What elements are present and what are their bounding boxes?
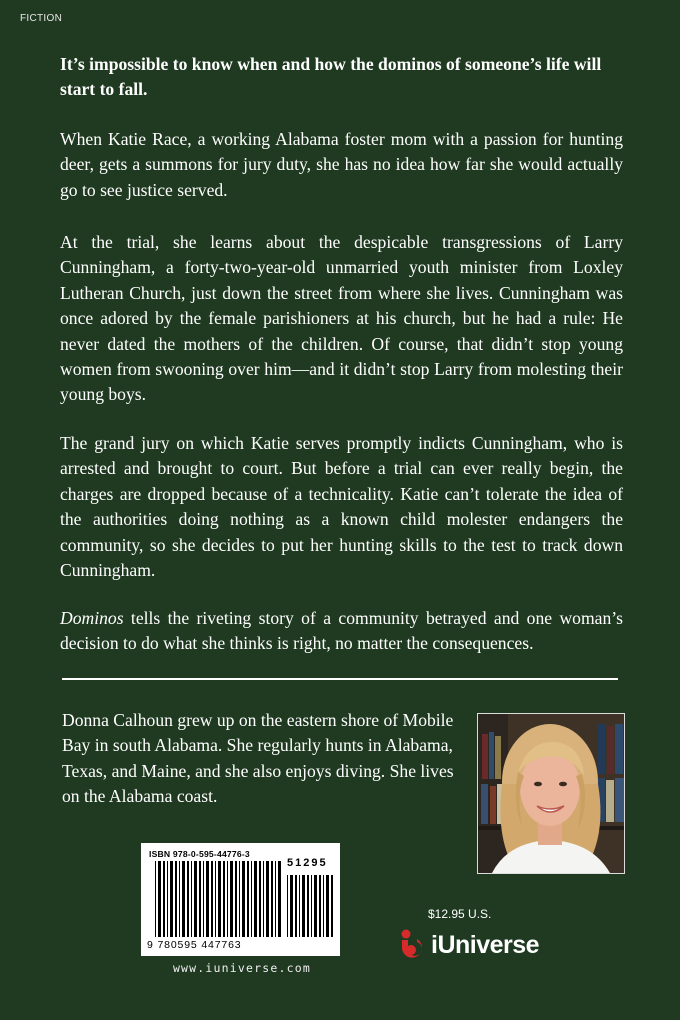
barcode-bar [179,861,180,937]
barcode-bar [191,861,192,937]
barcode-bar [239,861,240,937]
barcode-bar [314,875,317,937]
barcode-bar [323,875,324,937]
isbn-digits: 9 780595 447763 [147,939,242,951]
barcode-bar [223,861,225,937]
barcode-bar [167,861,168,937]
publisher-name: iUniverse [431,930,540,959]
barcode-bar [158,861,161,937]
barcode-bar [187,861,189,937]
barcode-bar [218,861,221,937]
barcode-bar [211,861,213,937]
price-code: 51295 [287,857,328,869]
barcode-bar [295,875,297,937]
isbn-label: ISBN 978-0-595-44776-3 [149,849,250,859]
barcode-bar [254,861,257,937]
barcode-bar [215,861,216,937]
barcode-bar [199,861,201,937]
barcode-bar [194,861,197,937]
author-portrait-image [478,714,624,873]
barcode-bar [278,861,281,937]
barcode-bar [235,861,237,937]
iuniverse-logo-icon [396,928,426,962]
blurb-paragraph-3: The grand jury on which Katie serves promptly indicts Cunningham, who is arrested and brought to court. But before a trial can ever really begin, the charges are dropped because of a technicality. Katie can’t tolerate the idea of the authorities doing nothing as a known child molester endangers the community, so she decides to put her hunting skills to the test to track down Cunningham. [60,433,623,581]
barcode-bar [307,875,309,937]
barcode-bar [331,875,333,937]
barcode-bar [230,861,233,937]
author-bio: Donna Calhoun grew up on the eastern shore of Mobile Bay in south Alabama. She regularly hunts in Alabama, Texas, and Maine, and she also enjoys diving. She lives on the Alabama coast. [62,710,454,807]
website-url: www.iuniverse.com [172,961,312,975]
barcode-bar [182,861,185,937]
blurb-paragraph-4-text: tells the riveting story of a community betrayed and one woman’s decision to do what she thinks is right, no matter the consequences. [60,608,623,654]
author-photo [477,713,625,874]
blurb-paragraph-2: At the trial, she learns about the despicable transgressions of Larry Cunningham, a forty-two-year-old unmarried youth minister from Loxley Lutheran Church, just down the street from where she lives. Cunningham was once adored by the female parishioners at his church, but he had a rule: He never dated the mothers of the children. Of course, that didn’t stop young women from swooning over him—and it didn’t stop Larry from molesting their young boys. [60,232,623,405]
isbn-barcode [141,843,340,956]
divider-rule [62,678,618,680]
blurb-paragraph-4 [60,606,623,657]
barcode-bar [326,875,329,937]
barcode-bar [311,875,312,937]
barcode-bar [299,875,300,937]
barcode-bar [302,875,305,937]
lead-sentence: It’s impossible to know when and how the dominos of someone’s life will start to fall. [60,54,602,100]
barcode-bar [251,861,252,937]
price-label: $12.95 U.S. [428,907,492,921]
barcode-bar [266,861,269,937]
barcode-bar [203,861,204,937]
barcode-bar [271,861,273,937]
barcode-bar [290,875,293,937]
barcode-bar [227,861,228,937]
barcode-bar [275,861,276,937]
barcode-bar [163,861,165,937]
book-title: Dominos [60,608,124,628]
barcode-bar [155,861,156,937]
blurb-paragraph-1: When Katie Race, a working Alabama foster mom with a passion for hunting deer, gets a summons for jury duty, she has no idea how far she would actually go to see justice served. [60,129,623,200]
genre-label: FICTION [20,13,63,24]
publisher-logo [396,925,539,965]
barcode-bar [259,861,261,937]
barcode-bar [319,875,321,937]
barcode-bar [170,861,173,937]
barcode-bar [242,861,245,937]
barcode-bar [206,861,209,937]
barcode-bar [247,861,249,937]
barcode-bar [287,875,288,937]
barcode-bar [175,861,177,937]
barcode-bar [263,861,264,937]
